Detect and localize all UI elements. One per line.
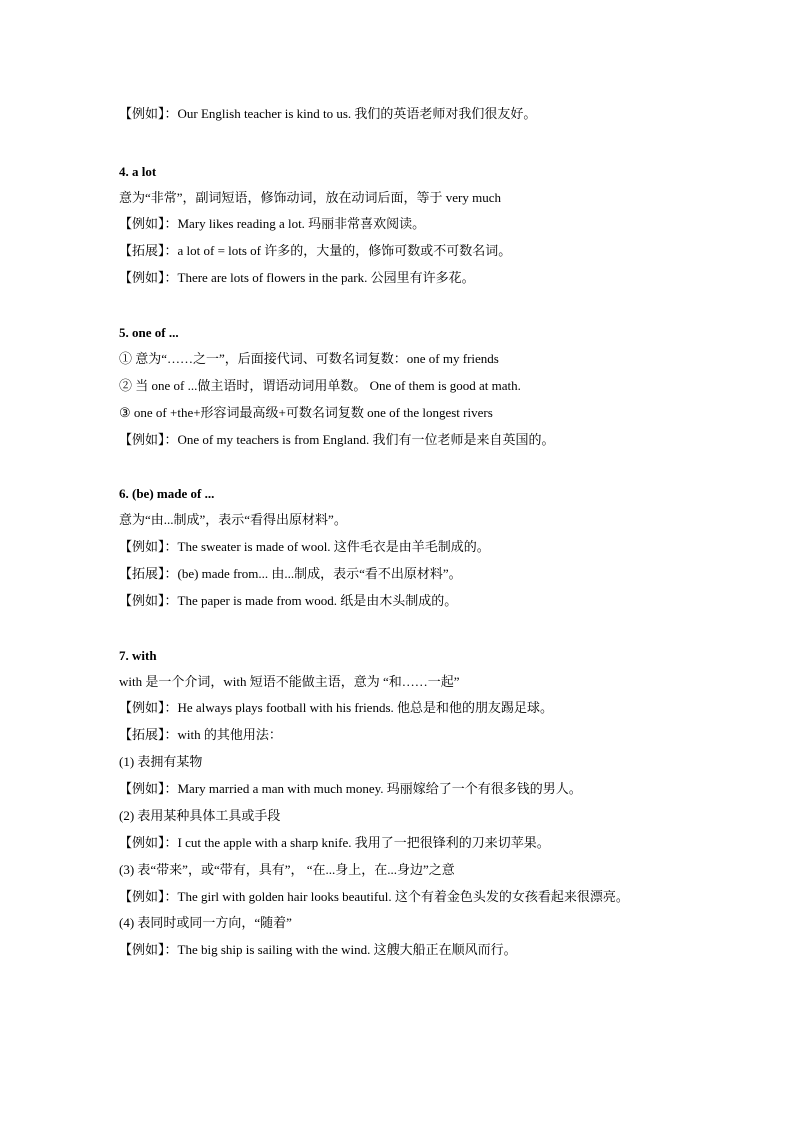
example-line: 【例如】：The sweater is made of wool. 这件毛衣是由羊毛制成的。 xyxy=(119,539,490,554)
definition-line: ② 当 one of ...做主语时，谓语动词用单数。 One of them is good at math. xyxy=(119,378,521,393)
example-line: 【例如】：Mary likes reading a lot. 玛丽非常喜欢阅读。 xyxy=(119,216,426,231)
extension-line: 【拓展】：(be) made from... 由...制成，表示“看不出原材料”。 xyxy=(119,566,462,581)
example-line: 【例如】：Mary married a man with much money. 玛丽嫁给了一个有很多钱的男人。 xyxy=(119,781,582,796)
definition-line: ① 意为“……之一”，后面接代词、可数名词复数：one of my friends xyxy=(119,351,499,366)
definition-line: 意为“由...制成”，表示“看得出原材料”。 xyxy=(119,512,347,527)
example-line: 【例如】：He always plays football with his friends. 他总是和他的朋友踢足球。 xyxy=(119,700,554,715)
example-line: 【例如】：There are lots of flowers in the park. 公园里有许多花。 xyxy=(119,270,475,285)
example-line: 【例如】：The girl with golden hair looks beautiful. 这个有着金色头发的女孩看起来很漂亮。 xyxy=(119,889,629,904)
definition-line: ③ one of +the+形容词最高级+可数名词复数 one of the longest rivers xyxy=(119,405,493,420)
extension-line: 【拓展】：with 的其他用法： xyxy=(119,727,282,742)
section-heading: 6. (be) made of ... xyxy=(119,486,215,501)
usage-line: (1) 表拥有某物 xyxy=(119,754,203,769)
usage-line: (3) 表“带来”，或“带有，具有”， “在...身上，在...身边”之意 xyxy=(119,862,455,877)
extension-line: 【拓展】：a lot of = lots of 许多的，大量的，修饰可数或不可数名词。 xyxy=(119,243,512,258)
definition-line: with 是一个介词，with 短语不能做主语，意为 “和……一起” xyxy=(119,674,460,689)
example-line: 【例如】：One of my teachers is from England. 我们有一位老师是来自英国的。 xyxy=(119,432,555,447)
example-line: 【例如】：The paper is made from wood. 纸是由木头制成的。 xyxy=(119,593,458,608)
usage-line: (2) 表用某种具体工具或手段 xyxy=(119,808,281,823)
example-line: 【例如】：The big ship is sailing with the wind. 这艘大船正在顺风而行。 xyxy=(119,942,517,957)
section-heading: 4. a lot xyxy=(119,164,157,179)
example-line: 【例如】：Our English teacher is kind to us. 我们的英语老师对我们很友好。 xyxy=(119,106,537,121)
section-heading: 7. with xyxy=(119,648,157,663)
example-line: 【例如】：I cut the apple with a sharp knife. 我用了一把很锋利的刀来切苹果。 xyxy=(119,835,550,850)
section-heading: 5. one of ... xyxy=(119,325,179,340)
usage-line: (4) 表同时或同一方向，“随着” xyxy=(119,915,292,930)
definition-line: 意为“非常”，副词短语，修饰动词，放在动词后面，等于 very much xyxy=(119,190,502,205)
